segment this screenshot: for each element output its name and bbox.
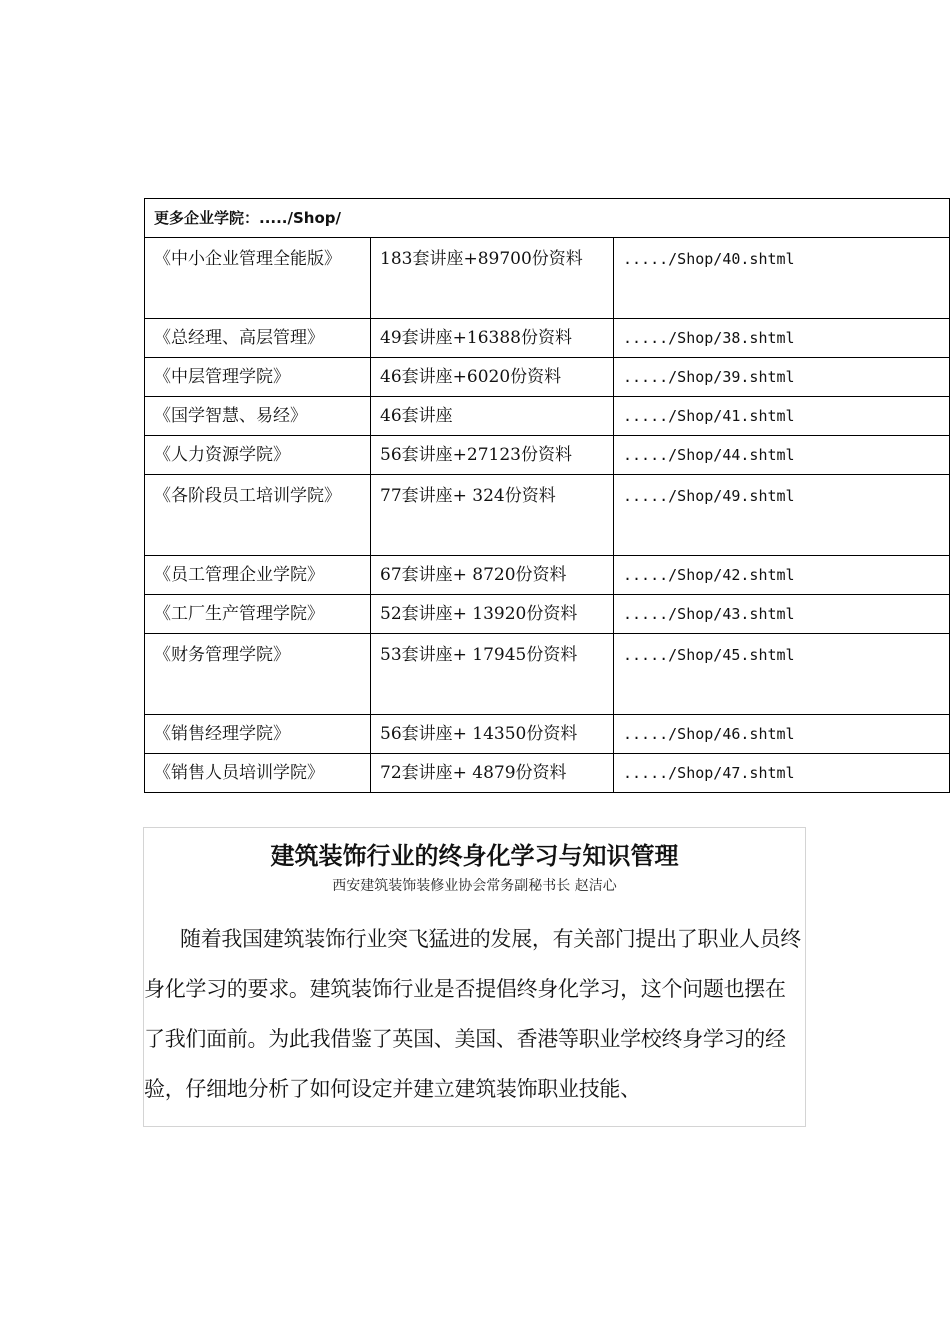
table-row — [145, 358, 950, 397]
table-row — [145, 634, 950, 715]
academy-desc: 56套讲座+27123份资料 — [371, 436, 614, 475]
academy-name: 《中层管理学院》 — [145, 358, 371, 397]
table-row — [145, 595, 950, 634]
academy-link[interactable]: ...../Shop/43.shtml — [614, 595, 950, 634]
academy-desc: 49套讲座+16388份资料 — [371, 319, 614, 358]
academy-link[interactable]: ...../Shop/42.shtml — [614, 556, 950, 595]
article-title: 建筑装饰行业的终身化学习与知识管理 — [270, 841, 679, 870]
academy-link[interactable]: ...../Shop/39.shtml — [614, 358, 950, 397]
academy-link[interactable]: ...../Shop/47.shtml — [614, 754, 950, 793]
academy-name: 《员工管理企业学院》 — [145, 556, 371, 595]
academy-name: 《工厂生产管理学院》 — [145, 595, 371, 634]
academy-name: 《国学智慧、易经》 — [145, 397, 371, 436]
academy-desc: 183套讲座+89700份资料 — [371, 238, 614, 319]
academy-desc: 52套讲座+ 13920份资料 — [371, 595, 614, 634]
table-row — [145, 397, 950, 436]
academy-link[interactable]: ...../Shop/45.shtml — [614, 634, 950, 715]
table-row — [145, 475, 950, 556]
academy-desc: 46套讲座 — [371, 397, 614, 436]
academy-link[interactable]: ...../Shop/40.shtml — [614, 238, 950, 319]
article-author: 西安建筑装饰装修业协会常务副秘书长 赵洁心 — [332, 878, 617, 894]
academy-desc: 46套讲座+6020份资料 — [371, 358, 614, 397]
academy-link[interactable]: ...../Shop/46.shtml — [614, 715, 950, 754]
academy-desc: 67套讲座+ 8720份资料 — [371, 556, 614, 595]
academy-link[interactable]: ...../Shop/41.shtml — [614, 397, 950, 436]
academy-name: 《中小企业管理全能版》 — [145, 238, 371, 319]
academy-name: 《总经理、高层管理》 — [145, 319, 371, 358]
academy-name: 《销售经理学院》 — [145, 715, 371, 754]
academy-name: 《财务管理学院》 — [145, 634, 371, 715]
academy-link[interactable]: ...../Shop/38.shtml — [614, 319, 950, 358]
academy-desc: 53套讲座+ 17945份资料 — [371, 634, 614, 715]
article-box — [143, 827, 806, 1127]
table-row — [145, 556, 950, 595]
academy-desc: 77套讲座+ 324份资料 — [371, 475, 614, 556]
table-row — [145, 754, 950, 793]
academy-name: 《销售人员培训学院》 — [145, 754, 371, 793]
academy-name: 《人力资源学院》 — [145, 436, 371, 475]
academy-link[interactable]: ...../Shop/49.shtml — [614, 475, 950, 556]
table-row — [145, 436, 950, 475]
table-header: 更多企业学院：...../Shop/ — [145, 199, 950, 238]
table-row — [145, 715, 950, 754]
academy-desc: 56套讲座+ 14350份资料 — [371, 715, 614, 754]
article-body: 随着我国建筑装饰行业突飞猛进的发展，有关部门提出了职业人员终身化学习的要求。建筑装饰行业是否提倡终身化学习，这个问题也摆在了我们面前。为此我借鉴了英国、美国、香港等职业学校终身学习的经验，仔细地分析了如何设定并建立建筑装饰职业技能、 — [144, 927, 801, 1101]
academy-link[interactable]: ...../Shop/44.shtml — [614, 436, 950, 475]
table-row — [145, 238, 950, 319]
table-row — [145, 319, 950, 358]
shop-table — [144, 198, 950, 793]
academy-name: 《各阶段员工培训学院》 — [145, 475, 371, 556]
academy-desc: 72套讲座+ 4879份资料 — [371, 754, 614, 793]
